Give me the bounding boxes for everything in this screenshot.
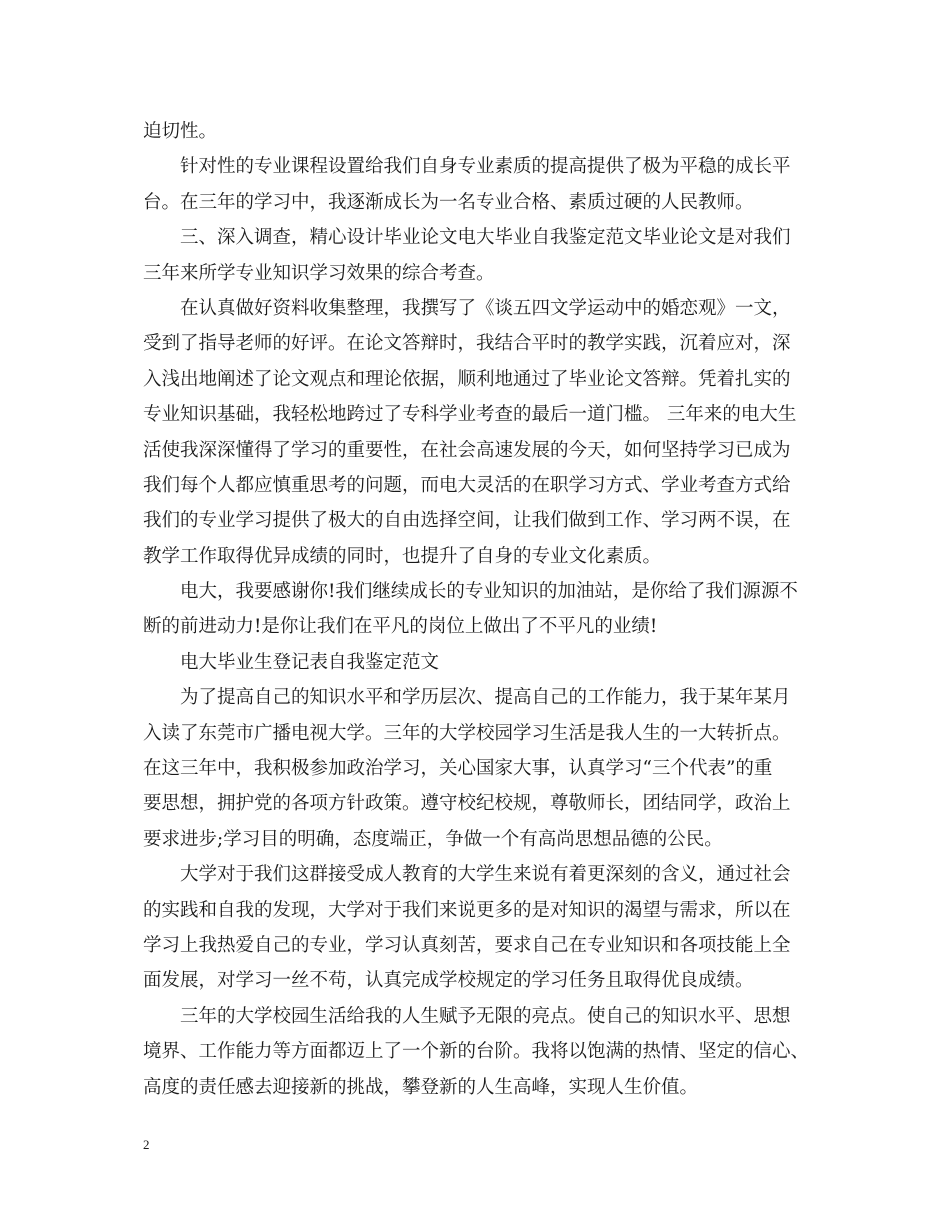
text-line: 我们的专业学习提供了极大的自由选择空间，让我们做到工作、学习两不误，在 [143, 510, 791, 532]
text-line: 面发展，对学习一丝不苟，认真完成学校规定的学习任务且取得优良成绩。 [143, 970, 754, 992]
text-line: 我们每个人都应慎重思考的问题，而电大灵活的在职学习方式、学业考查方式给 [143, 474, 791, 496]
text-line: 三年的大学校园生活给我的人生赋予无限的亮点。使自己的知识水平、思想 [180, 1005, 791, 1027]
text-line: 学习上我热爱自己的专业，学习认真刻苦，要求自己在专业知识和各项技能上全 [143, 934, 791, 956]
text-line: 大学对于我们这群接受成人教育的大学生来说有着更深刻的含义，通过社会 [180, 864, 791, 886]
text-line: 断的前进动力!是你让我们在平凡的岗位上做出了不平凡的业绩! [143, 616, 658, 638]
text-line: 在认真做好资料收集整理，我撰写了《谈五四文学运动中的婚恋观》一文， [180, 297, 791, 319]
text-line: 在这三年中，我积极参加政治学习，关心国家大事，认真学习“三个代表”的重 [143, 758, 773, 780]
text-line: 教学工作取得优异成绩的同时，也提升了自身的专业文化素质。 [143, 545, 662, 567]
text-line: 要思想，拥护党的各项方针政策。遵守校纪校规，尊敬师长，团结同学，政治上 [143, 793, 791, 815]
text-line: 入读了东莞市广播电视大学。三年的大学校园学习生活是我人生的一大转折点。 [143, 722, 791, 744]
text-line: 迫切性。 [143, 121, 218, 142]
text-line: 电大毕业生登记表自我鉴定范文 [180, 651, 440, 673]
text-line: 三、深入调查，精心设计毕业论文电大毕业自我鉴定范文毕业论文是对我们 [180, 227, 791, 249]
text-line: 三年来所学专业知识学习效果的综合考查。 [143, 262, 495, 284]
text-line: 为了提高自己的知识水平和学历层次、提高自己的工作能力，我于某年某月 [180, 687, 791, 709]
text-line: 要求进步;学习目的明确，态度端正，争做一个有高尚思想品德的公民。 [143, 828, 723, 850]
text-line: 境界、工作能力等方面都迈上了一个新的台阶。我将以饱满的热情、坚定的信心、 [143, 1041, 810, 1063]
text-line: 电大，我要感谢你!我们继续成长的专业知识的加油站，是你给了我们源源不 [180, 581, 798, 603]
text-line: 的实践和自我的发现，大学对于我们来说更多的是对知识的渴望与需求，所以在 [143, 899, 791, 921]
document-body [143, 114, 811, 1105]
text-line: 受到了指导老师的好评。在论文答辩时，我结合平时的教学实践，沉着应对，深 [143, 333, 791, 355]
text-line: 台。在三年的学习中，我逐渐成长为一名专业合格、素质过硬的人民教师。 [143, 191, 754, 213]
text-line: 活使我深深懂得了学习的重要性，在社会高速发展的今天，如何坚持学习已成为 [143, 439, 791, 461]
page-number: 2 [143, 1137, 150, 1152]
text-line: 入浅出地阐述了论文观点和理论依据，顺利地通过了毕业论文答辩。凭着扎实的 [143, 368, 791, 390]
text-line: 高度的责任感去迎接新的挑战，攀登新的人生高峰，实现人生价值。 [143, 1076, 699, 1098]
text-line: 专业知识基础，我轻松地跨过了专科学业考查的最后一道门槛。 三年来的电大生 [143, 404, 797, 426]
text-line: 针对性的专业课程设置给我们自身专业素质的提高提供了极为平稳的成长平 [180, 156, 791, 178]
